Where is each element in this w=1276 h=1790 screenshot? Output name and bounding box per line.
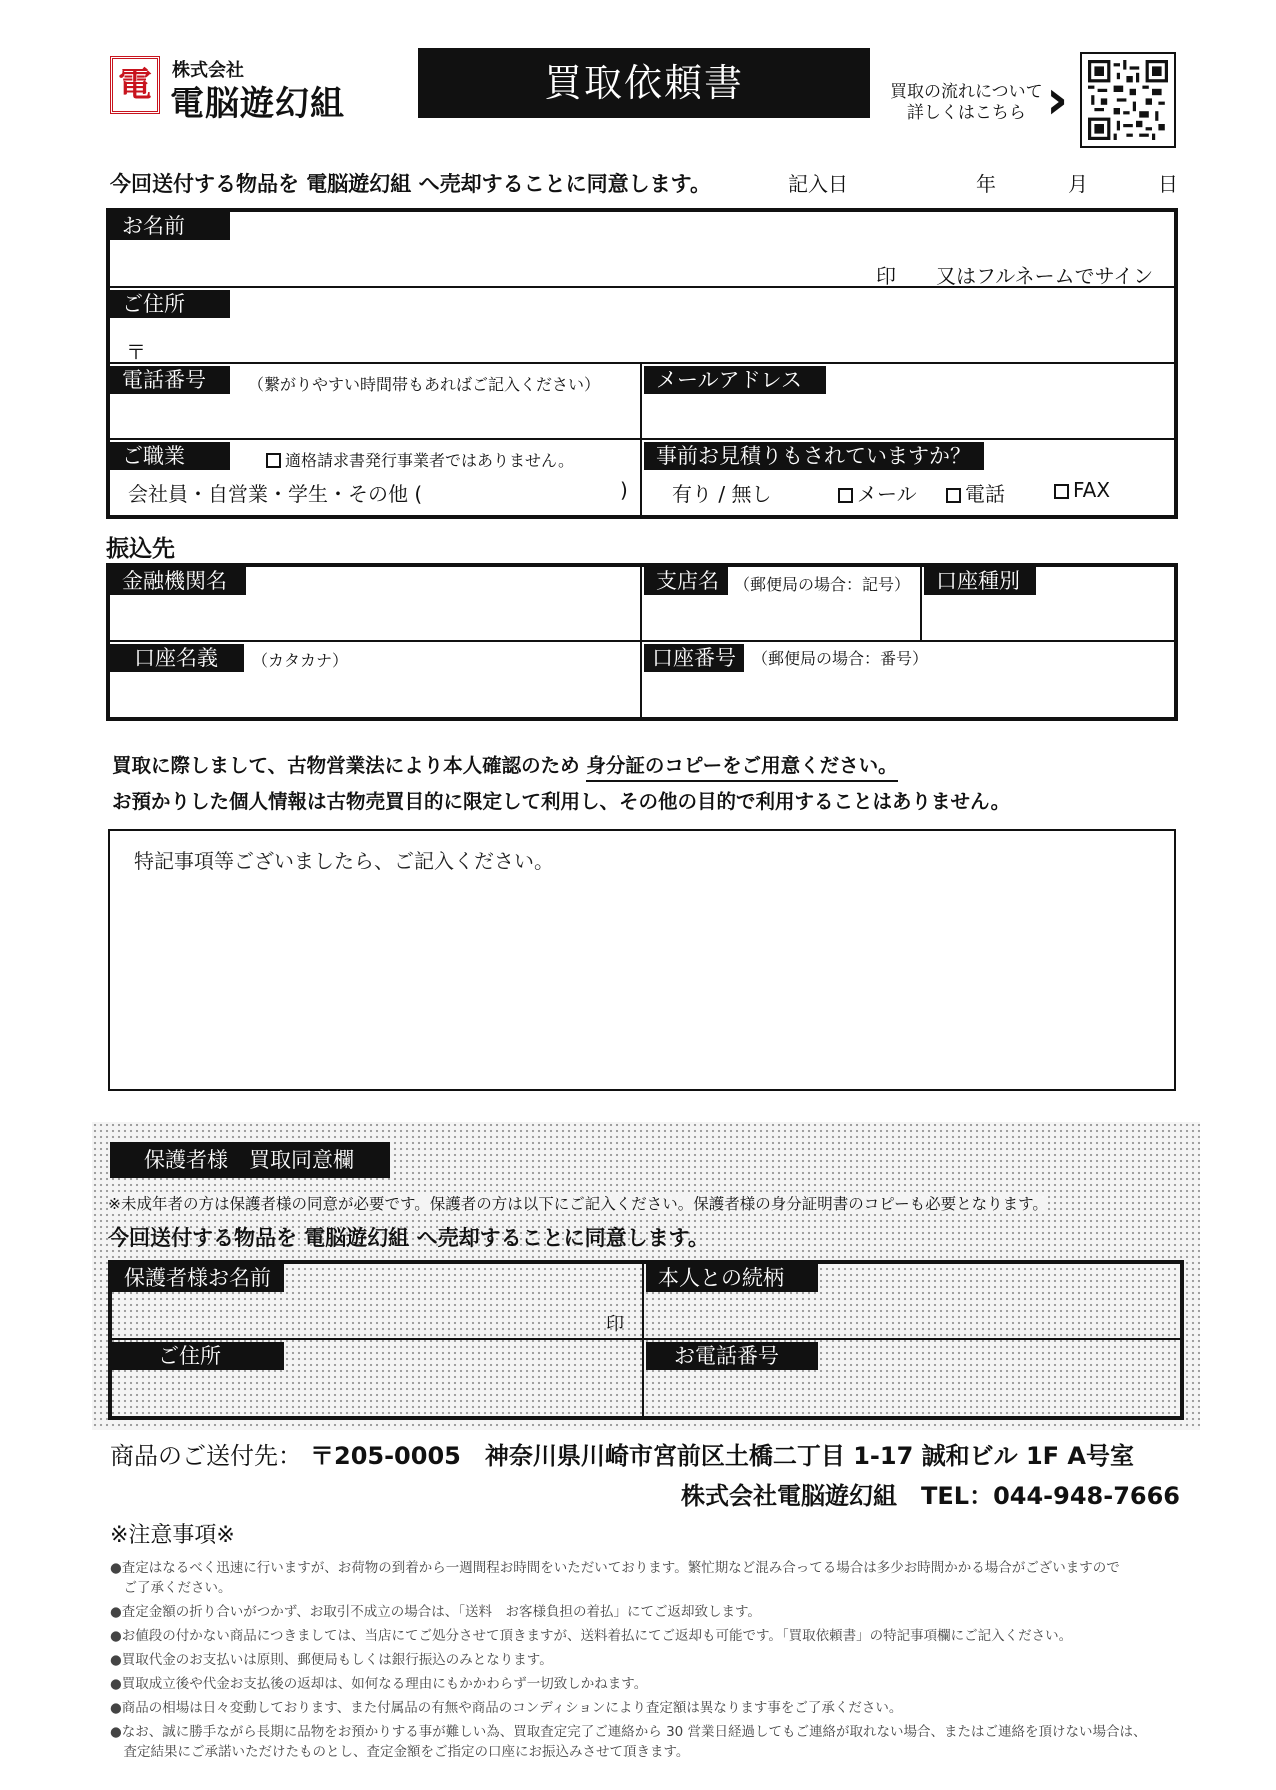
divider [112, 1338, 1180, 1340]
qr-code-icon [1088, 60, 1168, 140]
flow-link-line1: 買取の流れについて [890, 82, 1043, 102]
checkbox-icon [1054, 484, 1069, 499]
company-logo [110, 56, 370, 124]
shipping-company-tel: 株式会社電脳遊幻組 TEL：044-948-7666 [681, 1482, 1180, 1510]
phone-label: 電話番号 [110, 366, 230, 394]
job-close: ) [620, 478, 628, 502]
divider [640, 362, 642, 517]
id-notice-emphasis: 身分証のコピーをご用意ください。 [586, 754, 897, 782]
note-item: ●お値段の付かない商品につきましては、当店にてご処分させて頂きますが、送料着払にてご返却も可能です。「買取依頼書」の特記事項欄にご記入ください。 [110, 1628, 1073, 1644]
logo-sub: 株式会社 [172, 60, 244, 81]
guardian-phone-field[interactable] [648, 1372, 1178, 1414]
form-title: 買取依頼書 [418, 48, 870, 118]
guardian-note: ※未成年者の方は保護者様の同意が必要です。保護者の方は以下にご記入ください。保護者様の身分証明書のコピーも必要となります。 [108, 1192, 1048, 1214]
branch-note: （郵便局の場合：記号） [734, 575, 911, 594]
fax-option-label: FAX [1073, 478, 1111, 502]
guardian-address-field[interactable] [114, 1372, 640, 1414]
guardian-address-label: ご住所 [112, 1342, 284, 1370]
chevron-right-icon: › [1046, 68, 1069, 131]
estimate-yesno[interactable]: 有り / 無し [672, 482, 772, 506]
name-label: お名前 [110, 212, 230, 240]
shipping-address: 〒205-0005 神奈川県川崎市宮前区土橋二丁目 1-17 誠和ビル 1F A号室 [310, 1442, 1135, 1470]
checkbox-icon [946, 488, 961, 503]
phone-option-label: 電話 [965, 482, 1005, 506]
remarks-textarea[interactable] [108, 829, 1176, 1091]
note-item: ご了承ください。 [110, 1580, 232, 1596]
shipping-label: 商品のご送付先： [110, 1442, 302, 1470]
date-label: 記入日 [788, 172, 848, 196]
note-item: ●査定金額の折り合いがつかず、お取引不成立の場合は、「送料 お客様負担の着払」にてご返却致します。 [110, 1604, 761, 1620]
id-notice-part1: 買取に際しまして、古物営業法により本人確認のため [112, 754, 587, 777]
divider [642, 1264, 644, 1416]
branch-label: 支店名 [644, 567, 728, 595]
agree-statement: 今回送付する物品を 電脳遊幻組 へ売却することに同意します。 [110, 172, 711, 196]
estimate-label: 事前お見積りもされていますか？ [644, 442, 984, 470]
holder-label: 口座名義 [110, 644, 244, 672]
notes-title: ※注意事項※ [110, 1523, 235, 1548]
id-notice-line1 [112, 750, 898, 778]
date-month: 月 [1068, 172, 1088, 196]
logo-mark: 電 [110, 56, 160, 114]
account-type-label: 口座種別 [924, 567, 1036, 595]
guardian-seal: 印 [606, 1314, 624, 1335]
job-label: ご職業 [110, 442, 230, 470]
divider [110, 640, 1174, 642]
guardian-name-label: 保護者様お名前 [112, 1264, 284, 1292]
divider [110, 362, 1174, 364]
checkbox-icon [266, 453, 281, 468]
email-field[interactable] [646, 396, 1172, 436]
address-field[interactable] [150, 320, 1170, 360]
sign-note: 又はフルネームでサイン [936, 264, 1154, 288]
date-year: 年 [976, 172, 996, 196]
fax-checkbox[interactable] [1054, 478, 1110, 502]
invoice-checkbox[interactable] [266, 448, 574, 471]
holder-field[interactable] [112, 674, 638, 716]
guardian-agree: 今回送付する物品を 電脳遊幻組 へ売却することに同意します。 [108, 1226, 709, 1250]
note-item: ●なお、誠に勝手ながら長期に品物をお預かりする事が難しい為、買取査定完了ご連絡から 30 営業日経過してもご連絡が取れない場合、またはご連絡を頂けない場合は、 [110, 1724, 1147, 1740]
flow-link[interactable] [890, 82, 1043, 124]
note-item: ●買取代金のお支払いは原則、郵便局もしくは銀行振込のみとなります。 [110, 1652, 553, 1668]
job-options[interactable]: 会社員・自営業・学生・その他 ( [128, 482, 423, 506]
institution-field[interactable] [112, 596, 638, 638]
date-day: 日 [1158, 172, 1178, 196]
invoice-note: 適格請求書発行事業者ではありません。 [285, 451, 574, 470]
guardian-title: 保護者様 買取同意欄 [110, 1142, 390, 1178]
guardian-name-field[interactable] [114, 1294, 640, 1336]
phone-checkbox[interactable] [946, 478, 1005, 507]
email-label: メールアドレス [644, 366, 826, 394]
note-item: ●買取成立後や代金お支払後の返却は、如何なる理由にもかかわらず一切致しかねます。 [110, 1676, 648, 1692]
divider [920, 567, 922, 640]
note-item: ●商品の相場は日々変動しております、また付属品の有無や商品のコンディションにより査定額は異なります事をご了承ください。 [110, 1700, 903, 1716]
logo-name: 電脳遊幻組 [170, 84, 345, 124]
flow-link-line2: 詳しくはこちら [906, 103, 1026, 123]
account-number-label: 口座番号 [644, 644, 744, 672]
bank-section-title: 振込先 [106, 536, 175, 562]
seal-mark: 印 [876, 264, 896, 288]
note-item: ●査定はなるべく迅速に行いますが、お荷物の到着から一週間程お時間をいただいております。繁忙期など混み合ってる場合は多少お時間かかる場合がございますので [110, 1560, 1120, 1576]
mail-checkbox[interactable] [838, 478, 917, 507]
checkbox-icon [838, 488, 853, 503]
relation-label: 本人との続柄 [646, 1264, 818, 1292]
id-notice-line2: お預かりした個人情報は古物売買目的に限定して利用し、その他の目的で利用することはありません。 [112, 790, 1011, 813]
note-item: 査定結果にご承諾いただけたものとし、査定金額をご指定の口座にお振込みさせて頂きます。 [110, 1744, 690, 1760]
account-number-field[interactable] [646, 674, 1172, 716]
relation-field[interactable] [648, 1294, 1178, 1336]
qr-code[interactable] [1080, 52, 1176, 148]
remarks-placeholder: 特記事項等ございましたら、ご記入ください。 [134, 849, 554, 873]
branch-field[interactable] [646, 598, 918, 638]
mail-option-label: メール [857, 482, 917, 506]
divider [640, 567, 642, 717]
phone-field[interactable] [112, 396, 638, 436]
postal-mark: 〒 [126, 340, 146, 364]
address-label: ご住所 [110, 290, 230, 318]
phone-note: （繋がりやすい時間帯もあればご記入ください） [248, 375, 601, 394]
guardian-phone-label: お電話番号 [646, 1342, 818, 1370]
institution-label: 金融機関名 [110, 567, 246, 595]
account-type-field[interactable] [926, 598, 1172, 638]
divider [110, 438, 1174, 440]
holder-note: （カタカナ） [252, 651, 349, 670]
account-number-note: （郵便局の場合：番号） [752, 649, 929, 668]
